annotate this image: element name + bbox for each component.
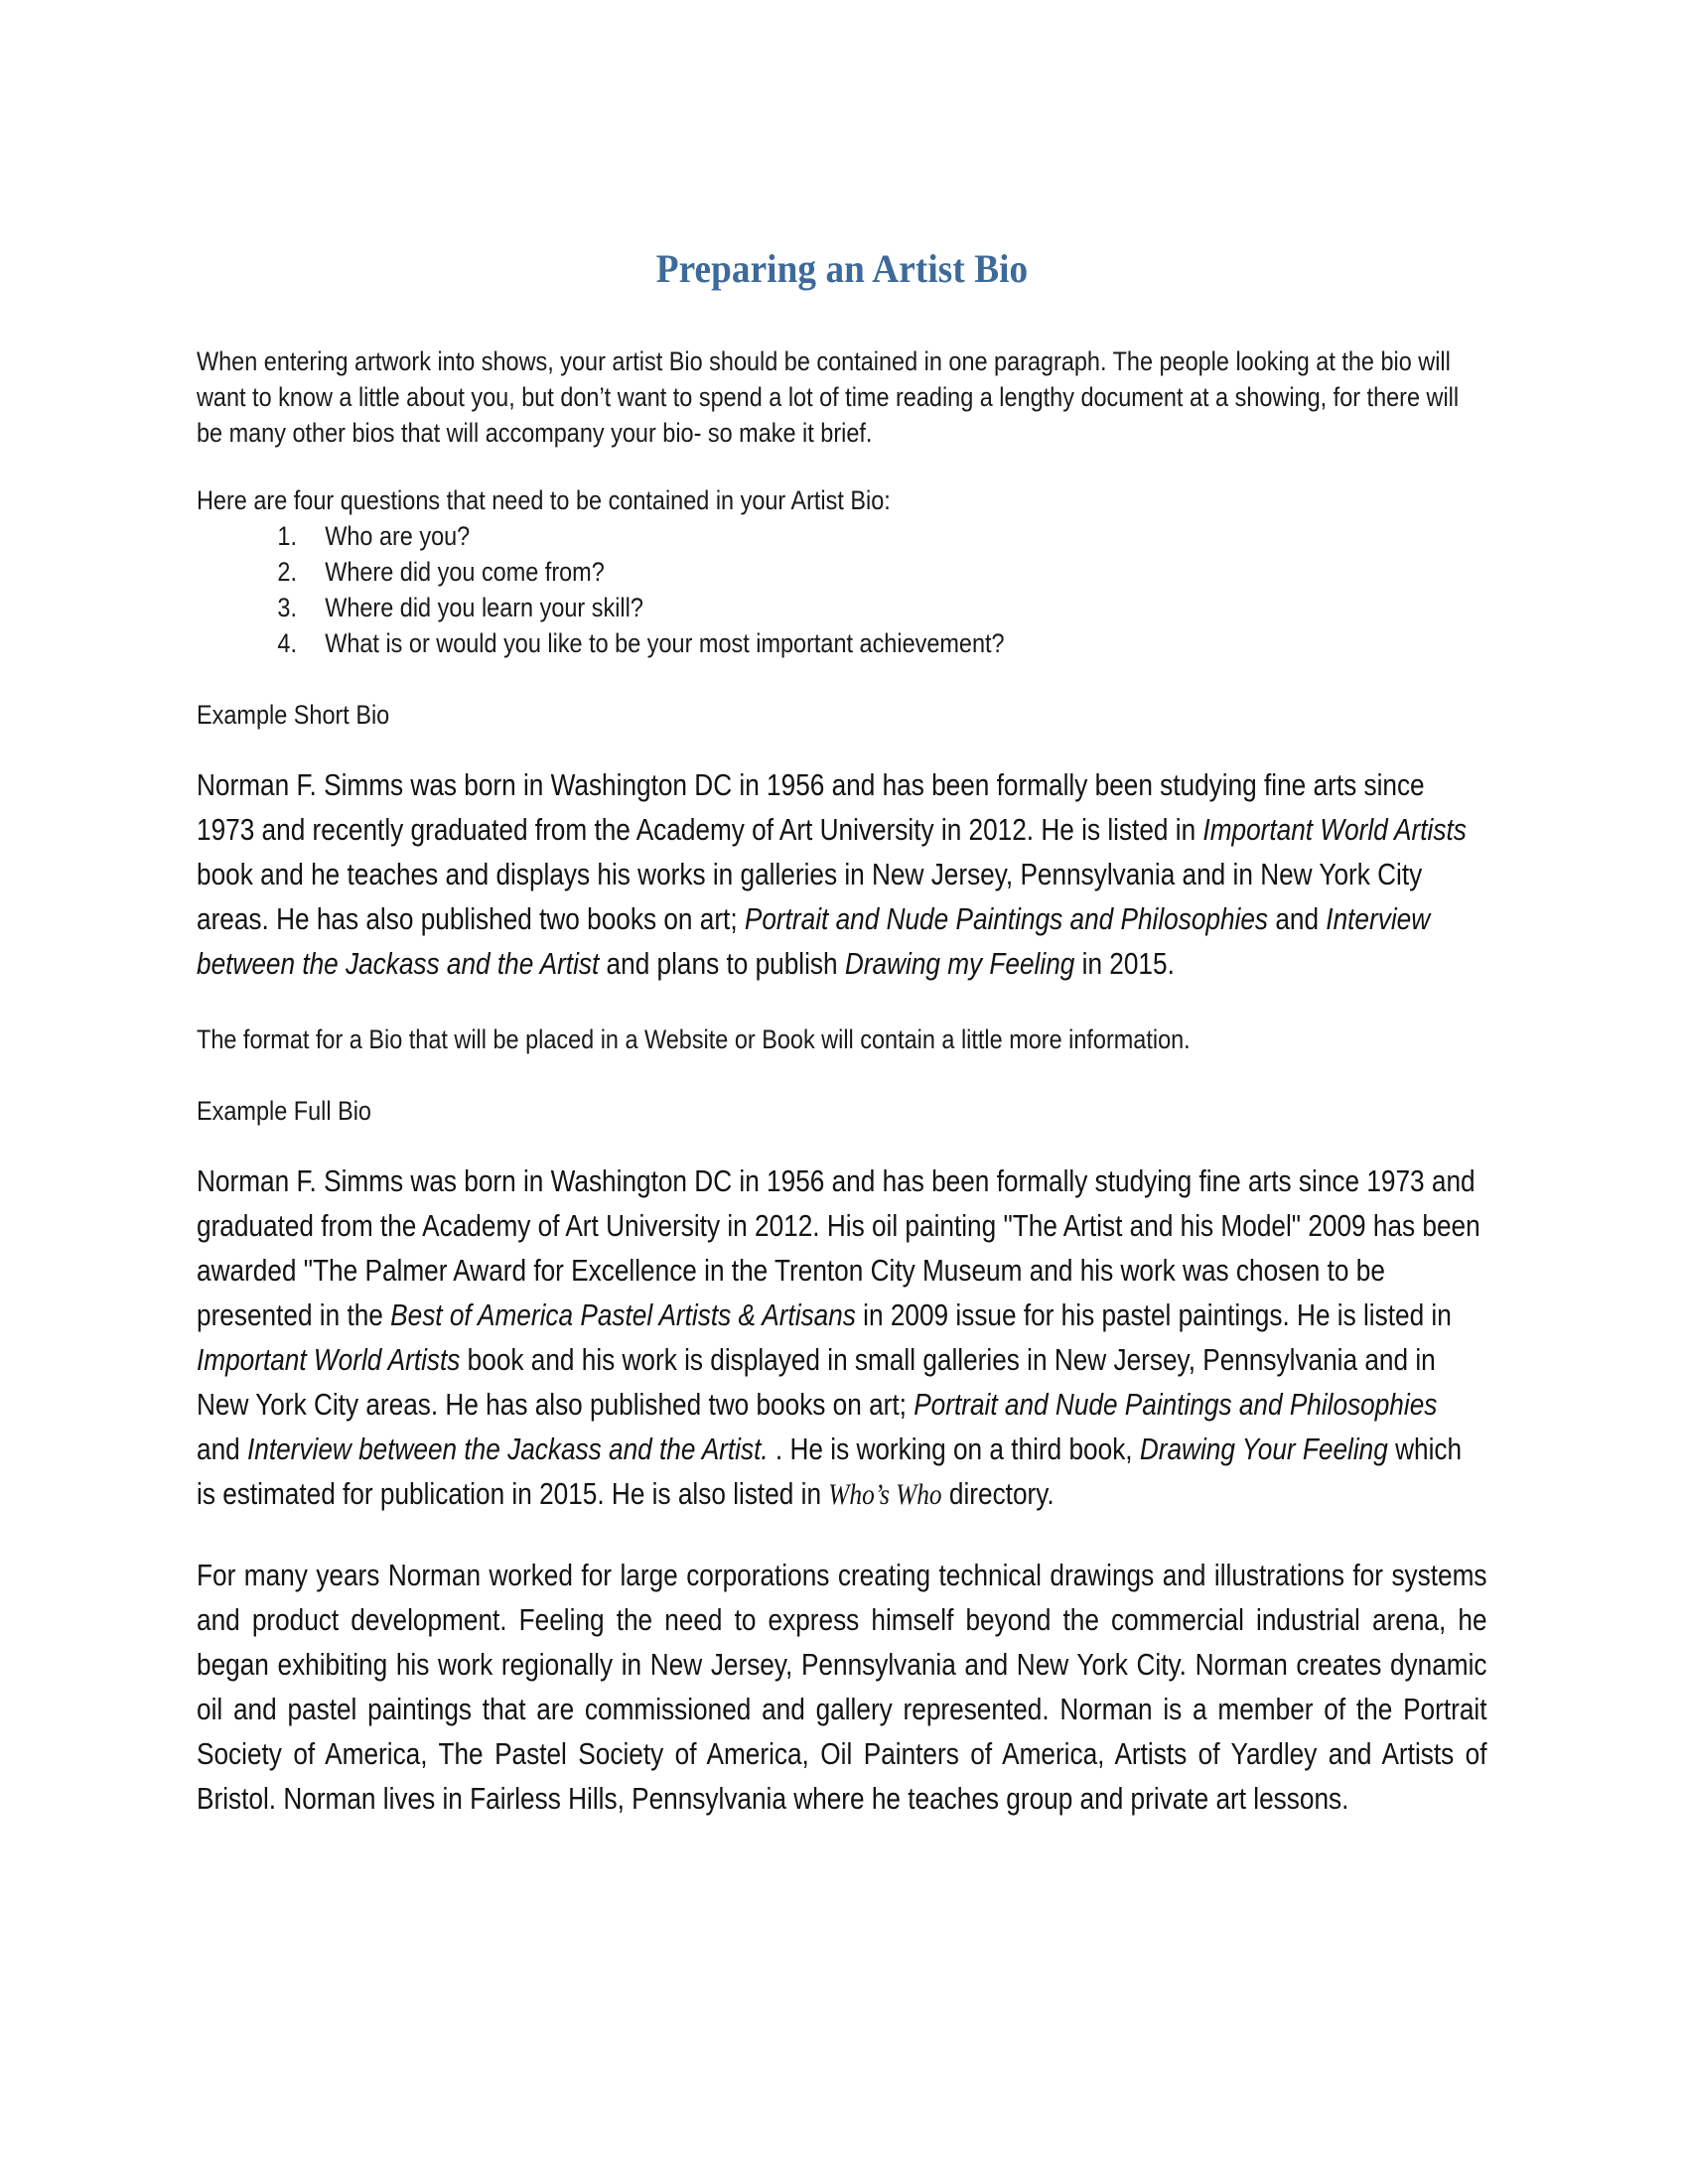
short-bio-title-3: Interview between the Jackass and the Artist (197, 901, 1431, 981)
full-bio-text-1: Norman F. Simms was born in Washington DC in 1956 and has been formally studying fine arts since 1973 and graduated from the Academy of Art University in 2012. His oil painting "The Artist and his Model" 2009 has been awarded "The Palmer Award for Excellence in the Trenton City Museum and his work was chosen to be presented in the (197, 1163, 1480, 1332)
short-bio-text-4: and plans to publish (599, 946, 845, 981)
list-item-label: Who are you? (325, 521, 471, 551)
full-bio-text-7: directory. (941, 1476, 1055, 1511)
full-bio-text-4: and (197, 1432, 247, 1466)
questions-list (197, 518, 1487, 661)
short-bio-text-2: book and he teaches and displays his works in galleries in New Jersey, Pennsylvania and in New York City areas. He has also published two books on art; (197, 857, 1423, 936)
full-bio-label: Example Full Bio (197, 1096, 371, 1126)
full-bio-text-3: book and his work is displayed in small galleries in New Jersey, Pennsylvania and in New York City areas. He has also published two books on art; (197, 1342, 1436, 1422)
spacer (197, 1517, 1487, 1553)
short-bio-label: Example Short Bio (197, 700, 390, 730)
full-bio-title-5: Drawing Your Feeling (1139, 1432, 1388, 1466)
spacer (197, 733, 1487, 762)
full-bio-title-2: Important World Artists (197, 1342, 461, 1377)
full-bio-title-6: Who’s Who (828, 1478, 942, 1511)
short-bio-text-5: in 2015. (1074, 946, 1175, 981)
short-bio-paragraph (197, 762, 1487, 986)
document-body (197, 246, 1487, 1821)
list-item-label: What is or would you like to be your most important achievement? (325, 628, 1005, 658)
spacer (197, 661, 1487, 697)
spacer (197, 986, 1487, 1022)
full-bio-text-5: . He is working on a third book, (768, 1432, 1140, 1466)
list-item-label: Where did you learn your skill? (325, 593, 643, 622)
short-bio-title-2: Portrait and Nude Paintings and Philosophies (744, 901, 1269, 936)
list-item-number: 3. (277, 593, 297, 622)
list-item (197, 590, 1487, 625)
full-bio-title-4: Interview between the Jackass and the Artist. (246, 1432, 769, 1466)
full-bio-title-1: Best of America Pastel Artists & Artisans (390, 1297, 856, 1332)
short-bio-text-1: Norman F. Simms was born in Washington DC in 1956 and has been formally been studying fine arts since 1973 and recently graduated from the Academy of Art University in 2012. He is listed in (197, 767, 1425, 847)
list-item-number: 4. (277, 628, 297, 658)
questions-lead: Here are four questions that need to be contained in your Artist Bio: (197, 485, 891, 515)
spacer (197, 1129, 1487, 1159)
intro-paragraph: When entering artwork into shows, your artist Bio should be contained in one paragraph. The people looking at the bio will want to know a little about you, but don’t want to spend a lot of time reading a lengthy document at a showing, for there will be many other bios that will accompany your bio- so make it brief. (197, 346, 1460, 448)
list-item-number: 2. (277, 557, 297, 587)
short-bio-title-1: Important World Artists (1202, 812, 1467, 847)
full-bio-paragraph (197, 1159, 1487, 1517)
format-note: The format for a Bio that will be placed in a Website or Book will contain a little more information. (197, 1024, 1191, 1054)
list-item-label: Where did you come from? (325, 557, 605, 587)
full-bio-text-6: which is estimated for publication in 2015. He is also listed in (197, 1432, 1463, 1511)
full-bio-text-2: in 2009 issue for his pastel paintings. He is listed in (855, 1297, 1452, 1332)
spacer (197, 1057, 1487, 1093)
closing-paragraph: For many years Norman worked for large corporations creating technical drawings and illustrations for systems and product development. Feeling the need to express himself beyond the commercial industrial arena, he began exhibiting his work regionally in New Jersey, Pennsylvania and New York City. Norman creates dynamic oil and pastel paintings that are commissioned and gallery represented. Norman is a member of the Portrait Society of America, The Pastel Society of America, Oil Painters of America, Artists of Yardley and Artists of Bristol. Norman lives in Fairless Hills, Pennsylvania where he teaches group and private art lessons. (197, 1558, 1487, 1816)
short-bio-text-3: and (1268, 901, 1327, 936)
list-item (197, 518, 1487, 554)
list-item (197, 625, 1487, 661)
list-item-number: 1. (277, 521, 297, 551)
full-bio-title-3: Portrait and Nude Paintings and Philosophies (914, 1387, 1438, 1422)
page-title: Preparing an Artist Bio (655, 246, 1029, 291)
list-item (197, 554, 1487, 590)
short-bio-title-4: Drawing my Feeling (844, 946, 1075, 981)
